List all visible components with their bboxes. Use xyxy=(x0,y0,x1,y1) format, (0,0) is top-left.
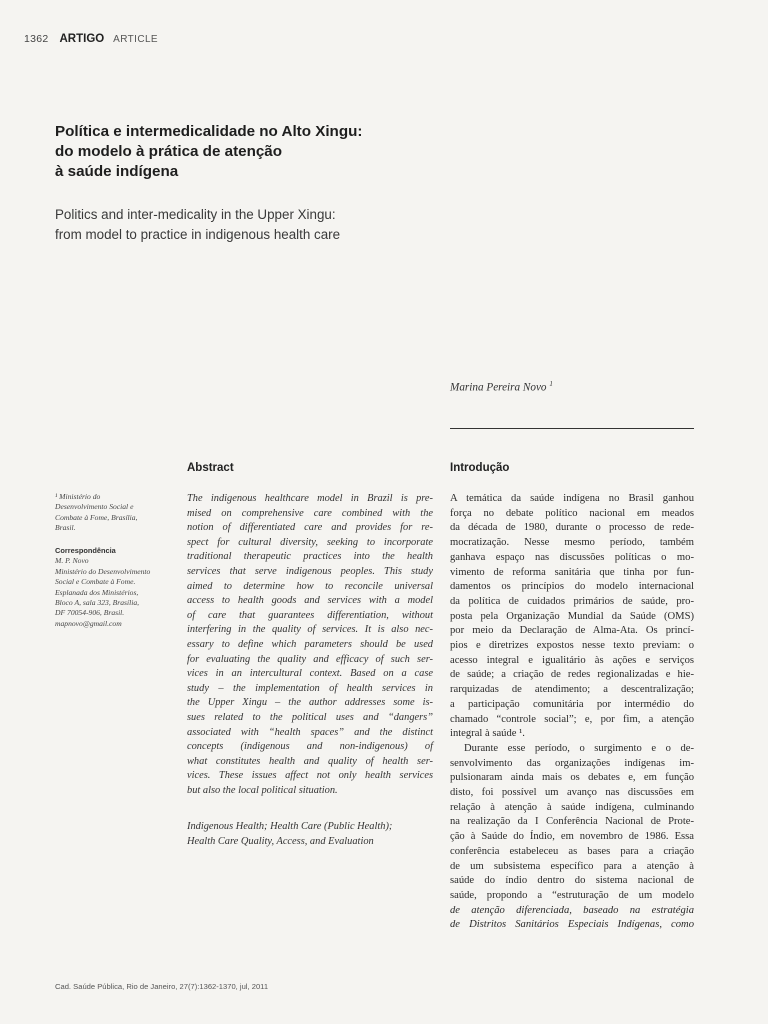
intro-line: pulsionaram ainda mais os debates e, em função xyxy=(450,772,694,784)
abstract-line: aimed to determine how to reconcile universal xyxy=(187,580,433,592)
author xyxy=(450,380,553,394)
abstract-line: services that serve indigenous peoples. This study xyxy=(187,565,433,577)
abstract-line: essary to define which parameters should be used xyxy=(187,638,433,650)
intro-line: mocratização. Nesse mesmo período, também xyxy=(450,537,694,549)
intro-line: damentos os princípios do modelo internacional xyxy=(450,581,694,593)
intro-line: integral à saúde ¹. xyxy=(450,728,525,740)
abstract-line: but also the local political situation. xyxy=(187,784,338,796)
abstract-line: of care that guarantees differentiation, without xyxy=(187,609,433,621)
abstract-line: the Upper Xingu – the author addresses some is- xyxy=(187,697,433,709)
abstract-line: mised on comprehensive care combined with the xyxy=(187,507,433,519)
affiliation xyxy=(55,492,180,534)
intro-line: por meio da Declaração de Alma-Ata. Os princí- xyxy=(450,625,694,637)
abstract-line: The indigenous healthcare model in Brazil is pre- xyxy=(187,493,433,504)
abstract-line: interfering in the quality of services. It is also nec- xyxy=(187,624,433,636)
abstract-line: study – the implementation of health services in xyxy=(187,682,433,694)
affiliation-line: Combate à Fome, Brasília, xyxy=(55,512,138,522)
correspondence xyxy=(55,546,180,629)
intro-line: chamado “controle social”; e, por fim, a atenção xyxy=(450,713,694,725)
intro-line: relação à atenção à saúde indígena, culminando xyxy=(450,801,694,813)
intro-line: rarquizadas de atendimento; a descentralização; xyxy=(450,684,694,696)
introduction-body xyxy=(450,492,694,933)
intro-line: senvolvimento das organizações indígenas im- xyxy=(450,757,694,769)
intro-line: Durante esse período, o surgimento e o de- xyxy=(464,742,694,754)
abstract-heading: Abstract xyxy=(187,462,234,474)
intro-line: a participação comunitária por intermédio do xyxy=(450,698,694,710)
intro-line: pios e diretrizes expostos nesse texto previam: o xyxy=(450,640,694,652)
keywords-line: Indigenous Health; Health Care (Public Health); xyxy=(187,821,393,832)
intro-line: conferência estabeleceu as bases para a criação xyxy=(450,845,694,857)
correspondence-line: Ministério do Desenvolvimento xyxy=(55,566,151,576)
keywords-line: Health Care Quality, Access, and Evaluation xyxy=(187,835,374,847)
section-label-en: ARTICLE xyxy=(113,34,158,45)
correspondence-line: Social e Combate à Fome. xyxy=(55,577,136,587)
citation-footer: Cad. Saúde Pública, Rio de Janeiro, 27(7):1362-1370, jul, 2011 xyxy=(55,982,269,991)
intro-line: na realização da I Conferência Nacional de Prote- xyxy=(450,816,694,828)
intro-line: da política de cuidados primários de saúde, pro- xyxy=(450,595,694,607)
intro-line: A temática da saúde indígena no Brasil ganhou xyxy=(450,493,694,504)
abstract-line: notion of differentiated care and provides for re- xyxy=(187,522,433,534)
title-line: do modelo à prática de atenção xyxy=(55,143,283,160)
intro-line: disto, foi possível um avanço nas discussões em xyxy=(450,787,694,799)
correspondence-label: Correspondência xyxy=(55,546,116,555)
intro-line: acesso integral e igualitário às ações e serviços xyxy=(450,654,694,666)
correspondence-line: M. P. Novo xyxy=(55,556,89,566)
intro-line: de Distritos Sanitários Especiais Indígenas, como xyxy=(450,919,694,931)
title-portuguese xyxy=(55,122,362,182)
correspondence-email[interactable]: mapnovo@gmail.com xyxy=(55,618,122,628)
intro-line: de atenção diferenciada, baseado na estratégia xyxy=(450,904,694,916)
introduction-heading: Introdução xyxy=(450,462,510,474)
abstract-line: traditional therapeutic practices into the health xyxy=(187,551,433,563)
affiliation-line: Brasil. xyxy=(55,523,76,533)
title-english xyxy=(55,205,340,245)
abstract-body xyxy=(187,492,433,798)
correspondence-line: Bloco A, sala 323, Brasília, xyxy=(55,598,140,608)
intro-line: da década de 1980, durante o processo de rede- xyxy=(450,522,694,534)
affiliation-line: ¹ Ministério do xyxy=(55,492,101,501)
title-line: à saúde indígena xyxy=(55,163,179,180)
affiliation-line: Desenvolvimento Social e xyxy=(55,502,134,512)
correspondence-line: DF 70054-906, Brasil. xyxy=(55,608,125,618)
title-line: Politics and inter-medicality in the Upper Xingu: xyxy=(55,207,336,222)
keywords xyxy=(187,820,433,849)
running-header xyxy=(24,33,158,45)
intro-line: de saúde; a criação de redes regionalizadas e hie- xyxy=(450,669,694,681)
abstract-line: sues related to the political uses and “dangers” xyxy=(187,711,433,723)
abstract-line: what constitutes health and quality of health ser- xyxy=(187,755,433,767)
abstract-line: vices. These issues affect not only health services xyxy=(187,770,433,782)
author-ref: 1 xyxy=(549,380,553,388)
intro-line: de um subsistema específico para a atenção à xyxy=(450,860,694,872)
correspondence-line: Esplanada dos Ministérios, xyxy=(55,587,139,597)
intro-line: posta pela Organização Mundial da Saúde (OMS) xyxy=(450,610,694,622)
intro-line: saúde do índio dentro do sistema nacional de xyxy=(450,875,694,887)
abstract-line: concepts (indigenous and non-indigenous) of xyxy=(187,741,433,753)
intro-line: força no debate político nacional em meados xyxy=(450,507,694,519)
title-line: Política e intermedicalidade no Alto Xingu: xyxy=(55,123,363,140)
abstract-line: access to health goods and services with a model xyxy=(187,595,433,607)
intro-line: ganhava espaço nas discussões políticas o mo- xyxy=(450,551,694,563)
author-name: Marina Pereira Novo xyxy=(450,381,547,394)
title-line: from model to practice in indigenous health care xyxy=(55,227,341,242)
abstract-line: associated with “health spaces” and the distinct xyxy=(187,726,433,738)
abstract-line: vices in an intercultural context. Based on a case xyxy=(187,668,433,680)
intro-line: vimento de reforma sanitária que tinha por fun- xyxy=(450,566,694,578)
intro-line: saúde, propondo a “estruturação de um modelo xyxy=(450,889,694,901)
author-divider xyxy=(450,428,694,429)
abstract-line: for evaluating the quality and efficacy of such ser- xyxy=(187,653,433,665)
intro-line: ção à Saúde do Índio, em novembro de 1986. Essa xyxy=(450,831,694,843)
section-label: ARTIGO xyxy=(59,33,105,45)
page-number: 1362 xyxy=(24,33,49,45)
abstract-line: spect for cultural diversity, seeking to incorporate xyxy=(187,536,433,548)
